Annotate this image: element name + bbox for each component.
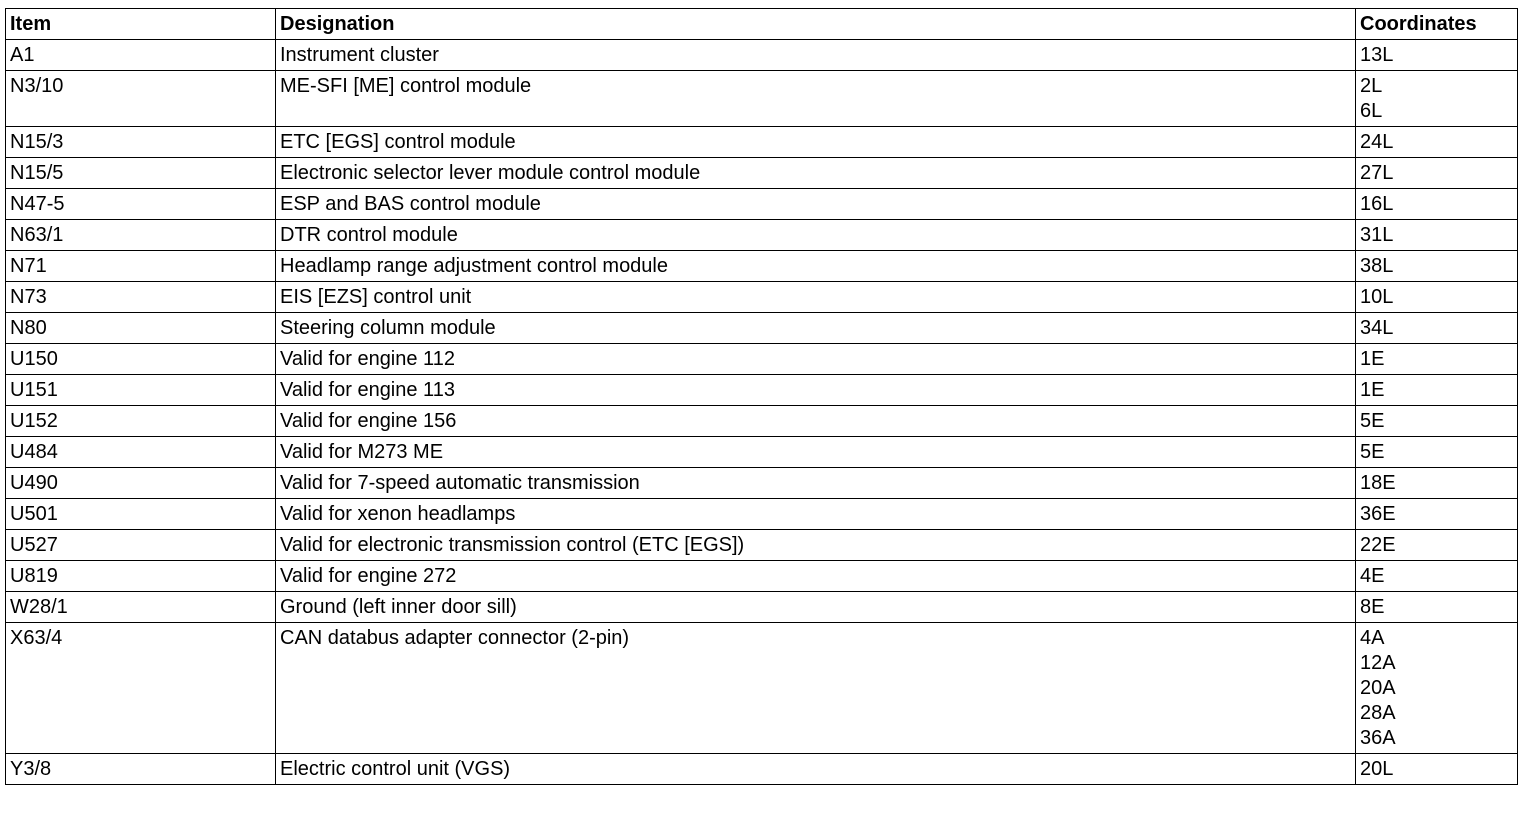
coordinates-cell: [1356, 40, 1518, 71]
designation-cell: Valid for engine 112: [276, 344, 1356, 375]
coordinate-value: 34L: [1360, 317, 1394, 339]
coordinate-value: 22E: [1360, 534, 1396, 556]
component-legend-table: [5, 8, 1518, 785]
item-cell: N47-5: [6, 189, 276, 220]
designation-cell: Valid for engine 156: [276, 406, 1356, 437]
coordinate-value: 5E: [1360, 410, 1385, 432]
item-cell: U150: [6, 344, 276, 375]
designation-cell: Electronic selector lever module control module: [276, 158, 1356, 189]
coordinates-cell: [1356, 313, 1518, 344]
designation-cell: Steering column module: [276, 313, 1356, 344]
item-cell: U151: [6, 375, 276, 406]
table-row: [6, 220, 1518, 251]
designation-cell: Ground (left inner door sill): [276, 592, 1356, 623]
coordinate-value: 4E: [1360, 565, 1385, 587]
table-row: [6, 623, 1518, 754]
coordinate-value: 27L: [1360, 162, 1394, 184]
table-row: [6, 754, 1518, 785]
coordinate-value: 1E: [1360, 348, 1385, 370]
coordinate-value: 31L: [1360, 224, 1394, 246]
coordinate-value: 24L: [1360, 131, 1394, 153]
item-cell: N80: [6, 313, 276, 344]
item-cell: U490: [6, 468, 276, 499]
coordinates-cell: [1356, 251, 1518, 282]
coordinates-cell: [1356, 754, 1518, 785]
coordinates-cell: [1356, 468, 1518, 499]
item-cell: N15/5: [6, 158, 276, 189]
table-row: [6, 189, 1518, 220]
designation-cell: EIS [EZS] control unit: [276, 282, 1356, 313]
coordinate-value: 16L: [1360, 193, 1394, 215]
header-row: [6, 9, 1518, 40]
item-cell: U152: [6, 406, 276, 437]
designation-cell: Valid for engine 272: [276, 561, 1356, 592]
designation-cell: Electric control unit (VGS): [276, 754, 1356, 785]
table-row: [6, 344, 1518, 375]
table-row: [6, 592, 1518, 623]
designation-cell: ESP and BAS control module: [276, 189, 1356, 220]
coordinate-value: 36A: [1360, 727, 1396, 749]
coordinates-cell: [1356, 127, 1518, 158]
item-cell: U527: [6, 530, 276, 561]
coordinate-value: 20L: [1360, 758, 1394, 780]
designation-cell: Valid for xenon headlamps: [276, 499, 1356, 530]
coordinates-cell: [1356, 406, 1518, 437]
coordinate-value: 18E: [1360, 472, 1396, 494]
item-cell: A1: [6, 40, 276, 71]
coordinates-cell: [1356, 623, 1518, 754]
coordinate-value: 38L: [1360, 255, 1394, 277]
coordinates-cell: [1356, 592, 1518, 623]
table-row: [6, 40, 1518, 71]
coordinate-value: 5E: [1360, 441, 1385, 463]
designation-cell: DTR control module: [276, 220, 1356, 251]
item-cell: U484: [6, 437, 276, 468]
coordinate-value: 12A: [1360, 652, 1396, 674]
designation-cell: Instrument cluster: [276, 40, 1356, 71]
item-cell: N63/1: [6, 220, 276, 251]
coordinates-cell: [1356, 220, 1518, 251]
coordinates-cell: [1356, 561, 1518, 592]
coordinates-cell: [1356, 437, 1518, 468]
table-row: [6, 158, 1518, 189]
coordinate-value: 13L: [1360, 44, 1394, 66]
table-row: [6, 282, 1518, 313]
coordinate-value: 2L: [1360, 75, 1383, 97]
table-row: [6, 530, 1518, 561]
table-row: [6, 127, 1518, 158]
item-cell: W28/1: [6, 592, 276, 623]
table-row: [6, 437, 1518, 468]
table-row: [6, 561, 1518, 592]
table-body: [6, 40, 1518, 785]
table-row: [6, 375, 1518, 406]
coordinates-cell: [1356, 71, 1518, 127]
table-row: [6, 71, 1518, 127]
item-cell: N73: [6, 282, 276, 313]
item-cell: Y3/8: [6, 754, 276, 785]
coordinates-cell: [1356, 375, 1518, 406]
coordinates-cell: [1356, 499, 1518, 530]
item-cell: N71: [6, 251, 276, 282]
column-header-coordinates: Coordinates: [1356, 9, 1518, 40]
item-cell: U819: [6, 561, 276, 592]
coordinate-value: 10L: [1360, 286, 1394, 308]
designation-cell: ETC [EGS] control module: [276, 127, 1356, 158]
coordinate-value: 36E: [1360, 503, 1396, 525]
coordinates-cell: [1356, 189, 1518, 220]
table-row: [6, 313, 1518, 344]
coordinates-cell: [1356, 158, 1518, 189]
coordinate-value: 6L: [1360, 100, 1383, 122]
coordinate-value: 28A: [1360, 702, 1396, 724]
designation-cell: Headlamp range adjustment control module: [276, 251, 1356, 282]
table-row: [6, 251, 1518, 282]
designation-cell: Valid for engine 113: [276, 375, 1356, 406]
coordinate-value: 20A: [1360, 677, 1396, 699]
item-cell: N15/3: [6, 127, 276, 158]
table-row: [6, 499, 1518, 530]
table-row: [6, 468, 1518, 499]
column-header-designation: Designation: [276, 9, 1356, 40]
coordinates-cell: [1356, 530, 1518, 561]
coordinates-cell: [1356, 344, 1518, 375]
designation-cell: Valid for electronic transmission control (ETC [EGS]): [276, 530, 1356, 561]
designation-cell: CAN databus adapter connector (2-pin): [276, 623, 1356, 754]
item-cell: U501: [6, 499, 276, 530]
column-header-item: Item: [6, 9, 276, 40]
designation-cell: Valid for M273 ME: [276, 437, 1356, 468]
item-cell: N3/10: [6, 71, 276, 127]
table-row: [6, 406, 1518, 437]
item-cell: X63/4: [6, 623, 276, 754]
coordinate-value: 4A: [1360, 627, 1385, 649]
coordinates-cell: [1356, 282, 1518, 313]
designation-cell: ME-SFI [ME] control module: [276, 71, 1356, 127]
coordinate-value: 1E: [1360, 379, 1385, 401]
coordinate-value: 8E: [1360, 596, 1385, 618]
designation-cell: Valid for 7-speed automatic transmission: [276, 468, 1356, 499]
